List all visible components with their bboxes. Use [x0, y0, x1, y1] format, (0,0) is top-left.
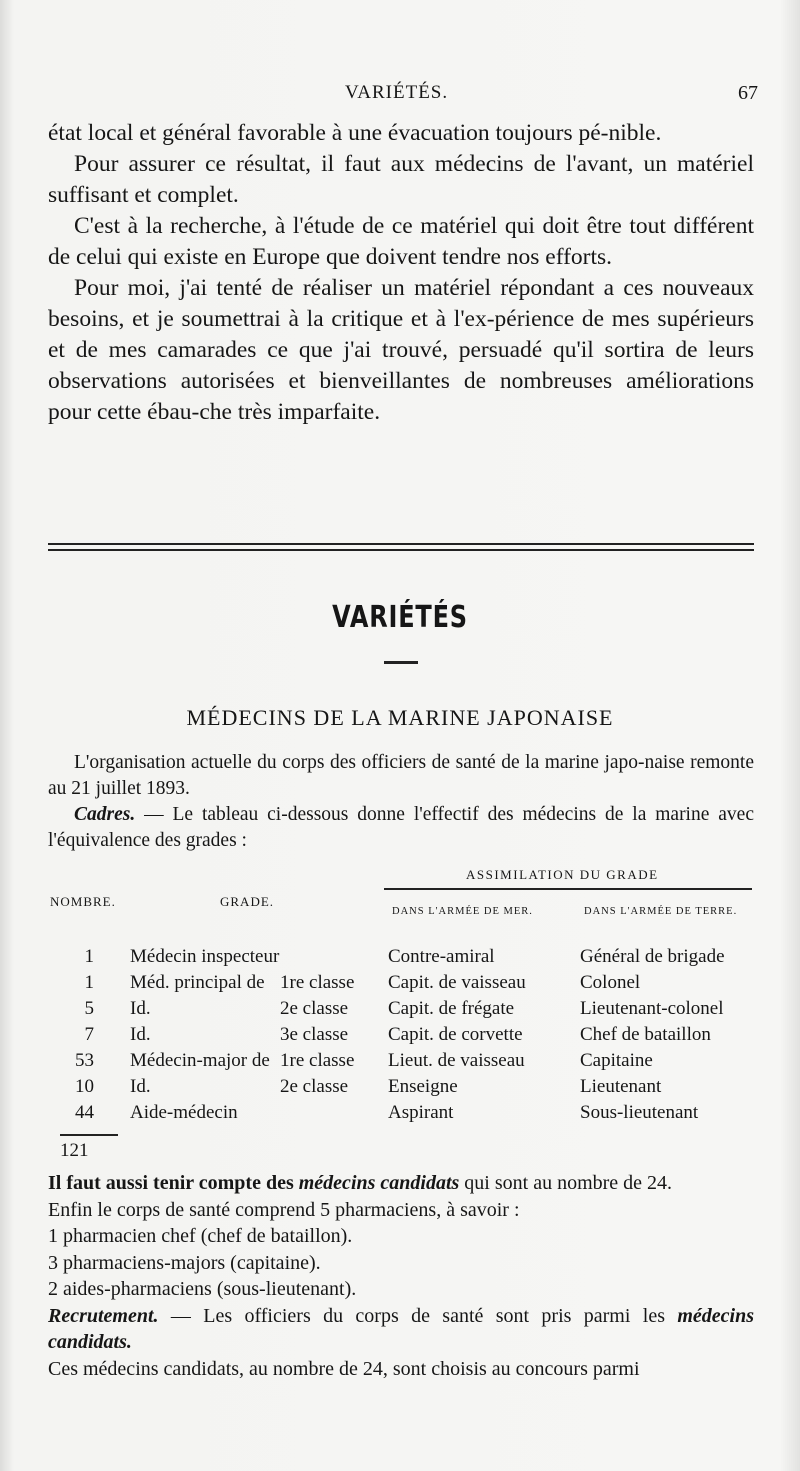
intro-paragraph-2: [48, 802, 754, 854]
paragraph-1: état local et général favorable à une évacuation toujours pé-nible.: [48, 120, 662, 146]
cell-grade: Id.: [130, 1024, 151, 1045]
table-row: [48, 998, 760, 1024]
cell-armee-terre: Capitaine: [580, 1050, 653, 1071]
cell-nombre: 44: [75, 1102, 94, 1123]
total-rule: [60, 1134, 118, 1136]
paragraph-3: C'est à la recherche, à l'étude de ce matériel qui doit être tout différent de celui qui existe en Europe que doivent tendre nos efforts.: [48, 213, 754, 270]
table-row: [48, 946, 760, 972]
section-divider: [48, 543, 754, 551]
cell-armee-mer: Lieut. de vaisseau: [388, 1050, 525, 1071]
cell-armee-mer: Capit. de vaisseau: [388, 972, 526, 993]
cell-nombre: 1: [84, 946, 94, 967]
cell-grade: Méd. principal de: [130, 972, 265, 993]
cadres-label: Cadres.: [74, 804, 136, 825]
cell-armee-mer: Aspirant: [388, 1102, 454, 1123]
page-number: 67: [738, 82, 758, 104]
column-header-armee-mer: DANS L'ARMÉE DE MER.: [392, 906, 533, 917]
cell-classe: 2e classe: [280, 998, 349, 1019]
closing-line-4: 3 pharmaciens-majors (capitaine).: [48, 1251, 321, 1274]
cell-armee-mer: Capit. de corvette: [388, 1024, 523, 1045]
cell-armee-terre: Lieutenant: [580, 1076, 662, 1097]
closing-line-6: [48, 1303, 754, 1356]
column-header-grade: GRADE.: [220, 894, 275, 909]
paragraph-2: Pour assurer ce résultat, il faut aux médecins de l'avant, un matériel suffisant et complet.: [48, 151, 754, 208]
cell-armee-terre: Lieutenant-colonel: [580, 998, 724, 1019]
cell-classe: 1re classe: [280, 1050, 355, 1071]
cadres-text: — Le tableau ci-dessous donne l'effectif des médecins de la marine avec l'équivalence des grades :: [48, 804, 754, 851]
cell-classe: 2e classe: [280, 1076, 349, 1097]
cell-nombre: 1: [84, 972, 94, 993]
grade-table: [48, 862, 760, 1192]
cell-armee-mer: Contre-amiral: [388, 946, 495, 967]
paragraph-4: Pour moi, j'ai tenté de réaliser un matériel répondant a ces nouveaux besoins, et je soumettrai à la critique et à l'ex-périence de mes supérieurs et de mes camarades ce que j'ai trouvé, persuadé qu'il sortira de leurs observations autorisées et bienveillantes de nombreuses améliorations pour cette ébau-che très imparfaite.: [48, 275, 754, 425]
section-title: VARIÉTÉS: [332, 600, 468, 635]
assimilation-rule: [384, 888, 752, 890]
table-row: [48, 972, 760, 998]
cell-armee-mer: Capit. de frégate: [388, 998, 515, 1019]
closing-line-7: Ces médecins candidats, au nombre de 24, sont choisis au concours parmi: [48, 1357, 640, 1380]
cell-armee-terre: Colonel: [580, 972, 641, 993]
closing-text: [48, 1170, 754, 1382]
cell-armee-terre: Chef de bataillon: [580, 1024, 711, 1045]
cell-armee-terre: Général de brigade: [580, 946, 725, 967]
closing-line-1: [48, 1170, 754, 1197]
cell-grade: Médecin-major de: [130, 1050, 270, 1071]
column-header-nombre: NOMBRE.: [50, 894, 116, 909]
title-dash: [384, 661, 418, 664]
column-header-armee-terre: DANS L'ARMÉE DE TERRE.: [584, 906, 738, 917]
recrutement-text: — Les officiers du corps de santé sont pris parmi les: [158, 1304, 678, 1327]
intro-paragraph-1: L'organisation actuelle du corps des officiers de santé de la marine japo-naise remonte au 21 juillet 1893.: [48, 752, 754, 799]
cell-nombre: 10: [75, 1076, 94, 1097]
closing-line-2: Enfin le corps de santé comprend 5 pharmaciens, à savoir :: [48, 1198, 520, 1221]
assimilation-header: ASSIMILATION DU GRADE: [466, 867, 659, 882]
cell-grade: Aide-médecin: [130, 1102, 238, 1123]
cell-grade: Médecin inspecteur: [130, 946, 280, 967]
running-head-title: VARIÉTÉS.: [345, 82, 449, 103]
cell-nombre: 5: [84, 998, 94, 1019]
closing-line-1-italic: médecins candidats: [298, 1172, 460, 1194]
cell-armee-mer: Enseigne: [388, 1076, 458, 1097]
total-count: 121: [60, 1140, 89, 1161]
recrutement-italic: médecins candidats.: [48, 1304, 754, 1353]
article-subtitle: MÉDECINS DE LA MARINE JAPONAISE: [186, 705, 614, 730]
table-row: [48, 1102, 760, 1128]
closing-line-5: 2 aides-pharmaciens (sous-lieutenant).: [48, 1278, 357, 1300]
cell-classe: 1re classe: [280, 972, 355, 993]
recrutement-label: Recrutement.: [48, 1304, 159, 1327]
closing-line-3: 1 pharmacien chef (chef de bataillon).: [48, 1225, 353, 1247]
cell-armee-terre: Sous-lieutenant: [580, 1102, 699, 1123]
intro-text: [48, 750, 754, 854]
running-head: [0, 82, 800, 106]
closing-line-1-end: qui sont au nombre de 24.: [459, 1172, 673, 1194]
table-row: [48, 1076, 760, 1102]
table-body: [48, 946, 760, 1128]
cell-classe: 3e classe: [280, 1024, 349, 1045]
cell-nombre: 53: [75, 1050, 94, 1071]
cell-grade: Id.: [130, 1076, 151, 1097]
closing-line-1-start: Il faut aussi tenir compte des: [48, 1172, 299, 1194]
cell-nombre: 7: [84, 1024, 94, 1045]
table-row: [48, 1024, 760, 1050]
table-row: [48, 1050, 760, 1076]
top-paragraphs: [48, 118, 754, 428]
cell-grade: Id.: [130, 998, 151, 1019]
